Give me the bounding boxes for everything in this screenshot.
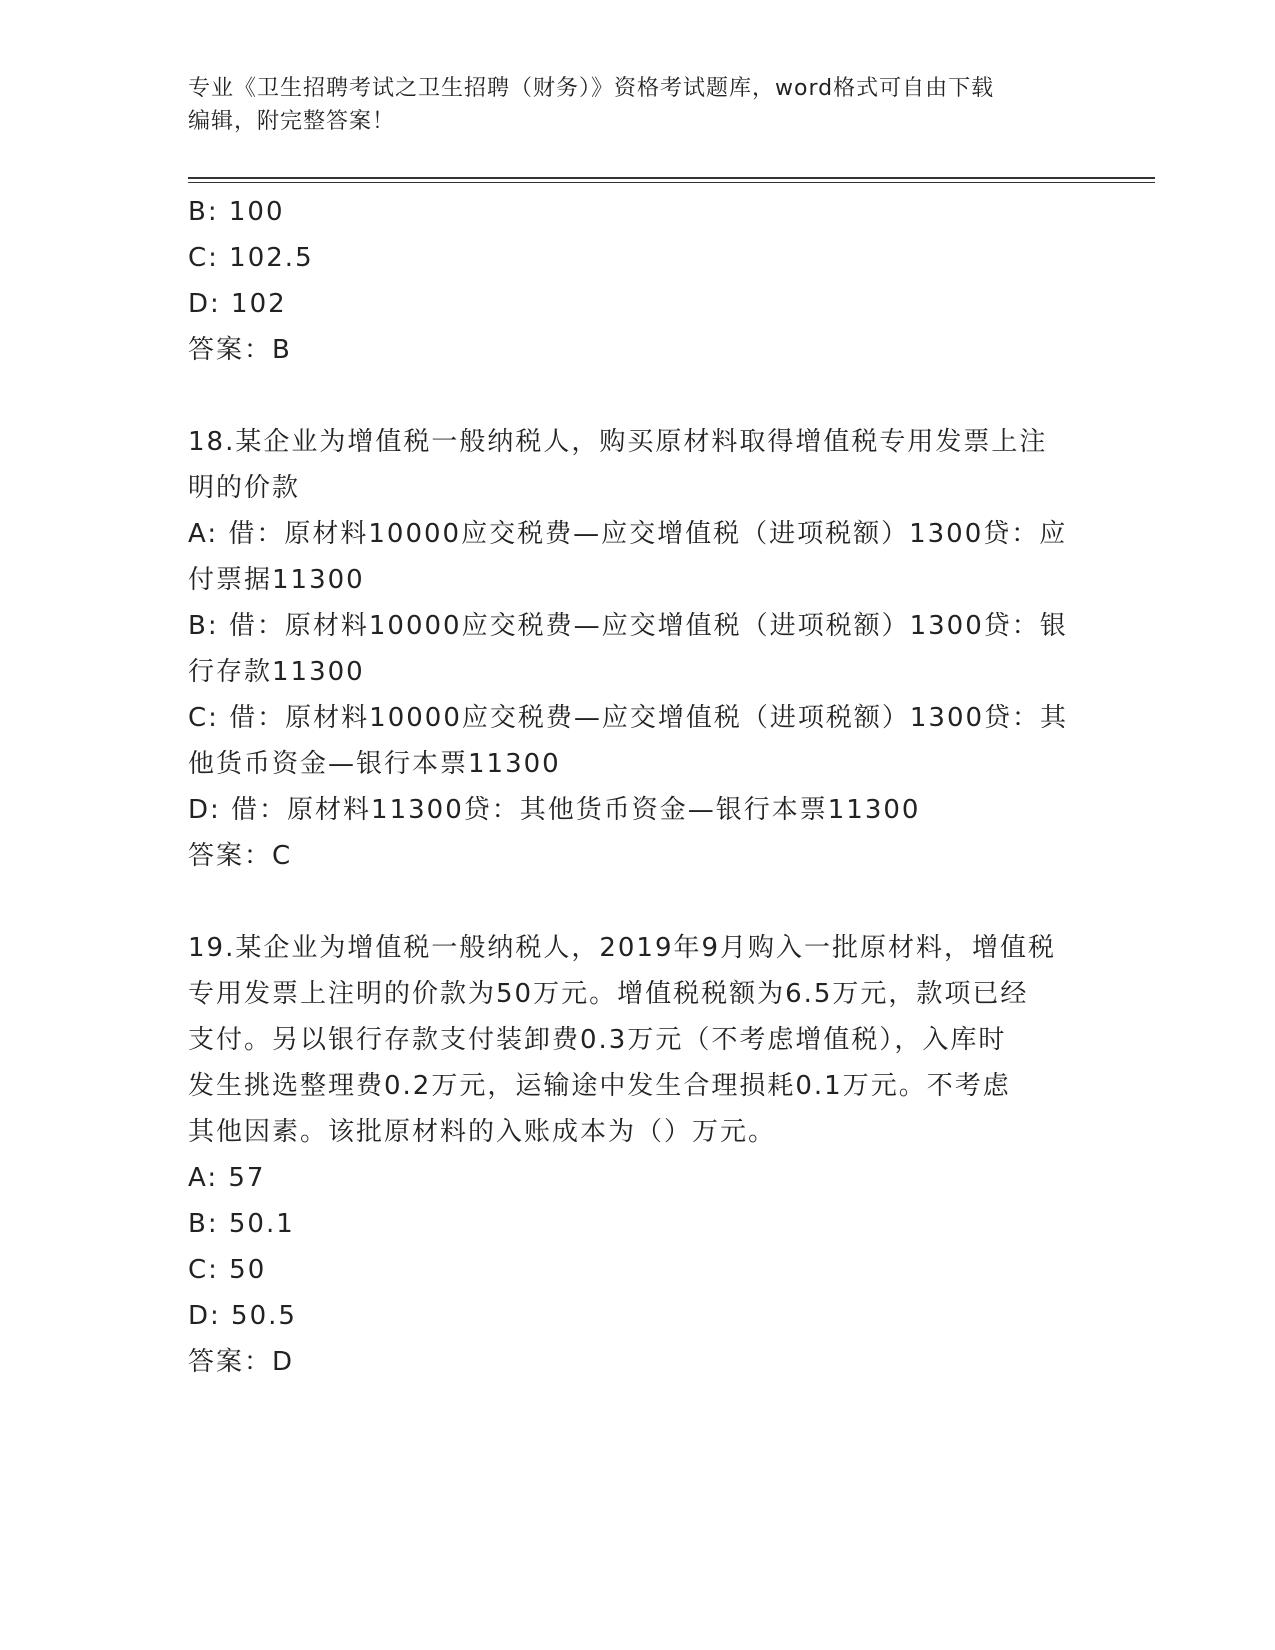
q18-option-d: D: 借：原材料11300贷：其他货币资金—银行本票11300 <box>188 795 921 825</box>
question-18 <box>188 419 1088 879</box>
q18-option-b-line-1: B: 借：原材料10000应交税费—应交增值税（进项税额）1300贷：银 <box>188 611 1068 641</box>
q18-option-c-line-2: 他货币资金—银行本票11300 <box>188 749 561 779</box>
q17-answer: 答案：B <box>188 335 292 365</box>
document-header <box>188 72 1088 138</box>
spacer <box>188 373 1088 419</box>
header-divider-thin <box>188 182 1155 183</box>
q17-option-d: D: 102 <box>188 289 287 319</box>
q19-question-line-1: 19.某企业为增值税一般纳税人，2019年9月购入一批原材料，增值税 <box>188 933 1057 963</box>
q19-option-d: D: 50.5 <box>188 1301 297 1331</box>
q19-answer: 答案：D <box>188 1347 295 1377</box>
header-divider-thick <box>188 177 1155 179</box>
q18-question-line-2: 明的价款 <box>188 473 301 503</box>
q19-option-c: C: 50 <box>188 1255 267 1285</box>
q19-option-b: B: 50.1 <box>188 1209 295 1239</box>
q19-question-line-2: 专用发票上注明的价款为50万元。增值税税额为6.5万元，款项已经 <box>188 979 1029 1009</box>
q18-answer: 答案：C <box>188 841 293 871</box>
q19-question-line-5: 其他因素。该批原材料的入账成本为（）万元。 <box>188 1117 777 1147</box>
q19-option-a: A: 57 <box>188 1163 266 1193</box>
spacer <box>188 879 1088 925</box>
q17-option-c: C: 102.5 <box>188 243 314 273</box>
q19-question-line-4: 发生挑选整理费0.2万元，运输途中发生合理损耗0.1万元。不考虑 <box>188 1071 1011 1101</box>
header-line-2: 编辑，附完整答案！ <box>188 109 396 134</box>
question-19 <box>188 925 1088 1385</box>
header-line-1: 专业《卫生招聘考试之卫生招聘（财务）》资格考试题库，word格式可自由下载 <box>188 76 995 101</box>
q17-option-b: B: 100 <box>188 197 285 227</box>
q19-question-line-3: 支付。另以银行存款支付装卸费0.3万元（不考虑增值税），入库时 <box>188 1025 1007 1055</box>
q18-option-b-line-2: 行存款11300 <box>188 657 365 687</box>
q18-option-a-line-2: 付票据11300 <box>188 565 365 595</box>
q18-option-c-line-1: C: 借：原材料10000应交税费—应交增值税（进项税额）1300贷：其 <box>188 703 1069 733</box>
question-17-tail <box>188 189 1088 373</box>
q18-option-a-line-1: A: 借：原材料10000应交税费—应交增值税（进项税额）1300贷：应 <box>188 519 1068 549</box>
document-body <box>188 189 1088 1385</box>
q18-question-line-1: 18.某企业为增值税一般纳税人，购买原材料取得增值税专用发票上注 <box>188 427 1048 457</box>
